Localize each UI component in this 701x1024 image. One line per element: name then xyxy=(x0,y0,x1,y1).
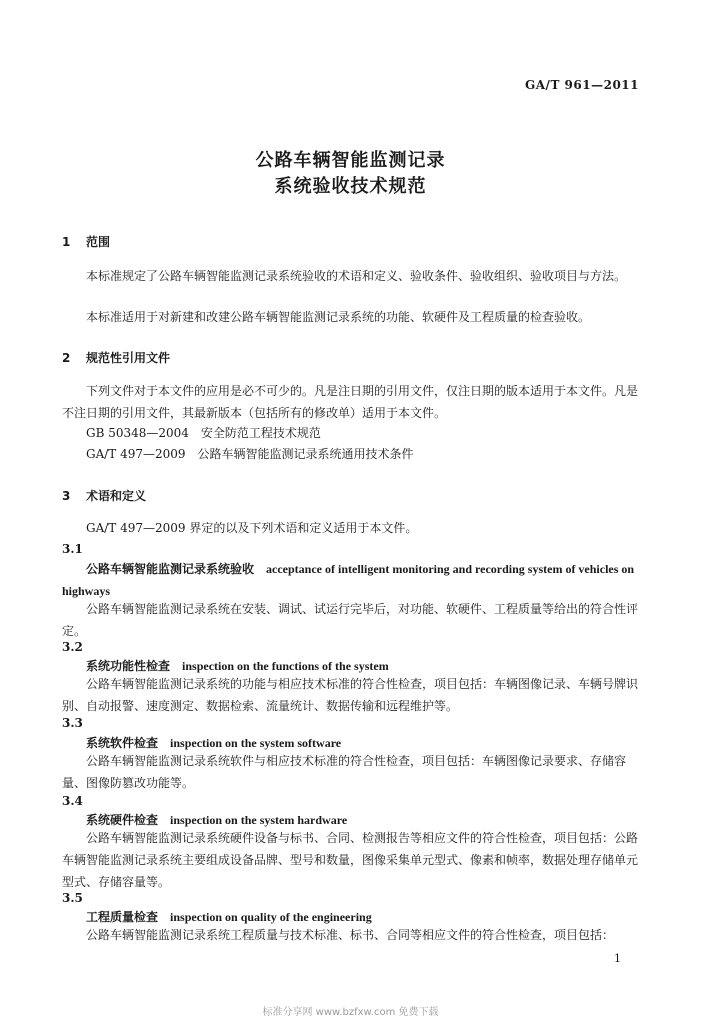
clause-definition xyxy=(62,598,640,642)
term-chinese: 系统功能性检查 xyxy=(86,659,171,673)
page-number: 1 xyxy=(614,952,621,965)
definition-text: 公路车辆智能监测记录系统硬件设备与标书、合同、检测报告等相应文件的符合性检查，项目包括：公路车辆智能监测记录系统主要组成设备品牌、型号和数量，图像采集单元型式、像素和帧率，数据处理存储单元型式、存储容量等。 xyxy=(62,831,639,889)
definition-text: 公路车辆智能监测记录系统的功能与相应技术标准的符合性检查，项目包括：车辆图像记录、车辆号牌识别、自动报警、速度测定、数据检索、流量统计、数据传输和远程维护等。 xyxy=(62,677,639,713)
clause-number: 3.1 xyxy=(62,542,83,556)
document-title-line1: 公路车辆智能监测记录 xyxy=(255,150,446,171)
clause-definition xyxy=(62,750,640,794)
term-chinese: 公路车辆智能监测记录系统验收 xyxy=(86,562,255,576)
term-chinese: 系统硬件检查 xyxy=(86,813,159,827)
normative-reference-2: GA/T 497—2009 公路车辆智能监测记录系统通用技术条件 xyxy=(86,447,414,461)
section-number: 1 xyxy=(62,235,71,249)
paragraph-text: 本标准适用于对新建和改建公路车辆智能监测记录系统的功能、软硬件及工程质量的检查验收。 xyxy=(86,310,591,324)
term-english: inspection on the functions of the system xyxy=(182,659,389,673)
section-2-paragraph-1 xyxy=(62,380,640,424)
section-3-paragraph-1: GA/T 497—2009 界定的以及下列术语和定义适用于本文件。 xyxy=(86,521,418,535)
footer-watermark[interactable]: 标准分享网 www.bzfxw.com 免费下载 xyxy=(262,1007,439,1018)
clause-number: 3.4 xyxy=(62,794,83,808)
definition-text: 公路车辆智能监测记录系统软件与相应技术标准的符合性检查，项目包括：车辆图像记录要求、存储容量、图像防篡改功能等。 xyxy=(62,754,627,790)
section-title: 规范性引用文件 xyxy=(86,351,171,365)
term-english: acceptance of intelligent monitoring and recording system of vehicles on highways xyxy=(62,562,635,598)
term-english: inspection on quality of the engineering xyxy=(170,910,372,924)
term-chinese: 系统软件检查 xyxy=(86,736,159,750)
clause-definition xyxy=(62,827,640,893)
term-english: inspection on the system software xyxy=(170,736,342,750)
clause-number: 3.5 xyxy=(62,891,83,905)
section-3-heading xyxy=(62,487,146,504)
definition-text: 公路车辆智能监测记录系统工程质量与技术标准、标书、合同等相应文件的符合性检查，项目包括： xyxy=(86,928,615,942)
section-title: 术语和定义 xyxy=(86,489,147,503)
section-1-paragraph-1 xyxy=(62,265,640,287)
definition-text: 公路车辆智能监测记录系统在安装、调试、试运行完毕后，对功能、软硬件、工程质量等给出的符合性评定。 xyxy=(62,602,639,638)
section-2-heading xyxy=(62,349,170,366)
normative-reference-1: GB 50348—2004 安全防范工程技术规范 xyxy=(86,426,321,440)
clause-number: 3.3 xyxy=(62,716,83,730)
section-1-heading xyxy=(62,233,110,250)
document-title-line2: 系统验收技术规范 xyxy=(274,176,427,197)
clause-term xyxy=(62,558,640,602)
clause-number: 3.2 xyxy=(62,640,83,654)
paragraph-text: 本标准规定了公路车辆智能监测记录系统验收的术语和定义、验收条件、验收组织、验收项目与方法。 xyxy=(86,269,627,283)
section-number: 3 xyxy=(62,489,71,503)
term-english: inspection on the system hardware xyxy=(170,813,348,827)
paragraph-text: 下列文件对于本文件的应用是必不可少的。凡是注日期的引用文件，仅注日期的版本适用于本文件。凡是不注日期的引用文件，其最新版本（包括所有的修改单）适用于本文件。 xyxy=(62,384,639,420)
standard-number: GA/T 961—2011 xyxy=(525,78,639,92)
clause-definition xyxy=(62,924,640,946)
section-title: 范围 xyxy=(86,235,111,249)
clause-definition xyxy=(62,673,640,717)
term-chinese: 工程质量检查 xyxy=(86,910,159,924)
section-1-paragraph-2 xyxy=(62,306,640,328)
section-number: 2 xyxy=(62,351,71,365)
